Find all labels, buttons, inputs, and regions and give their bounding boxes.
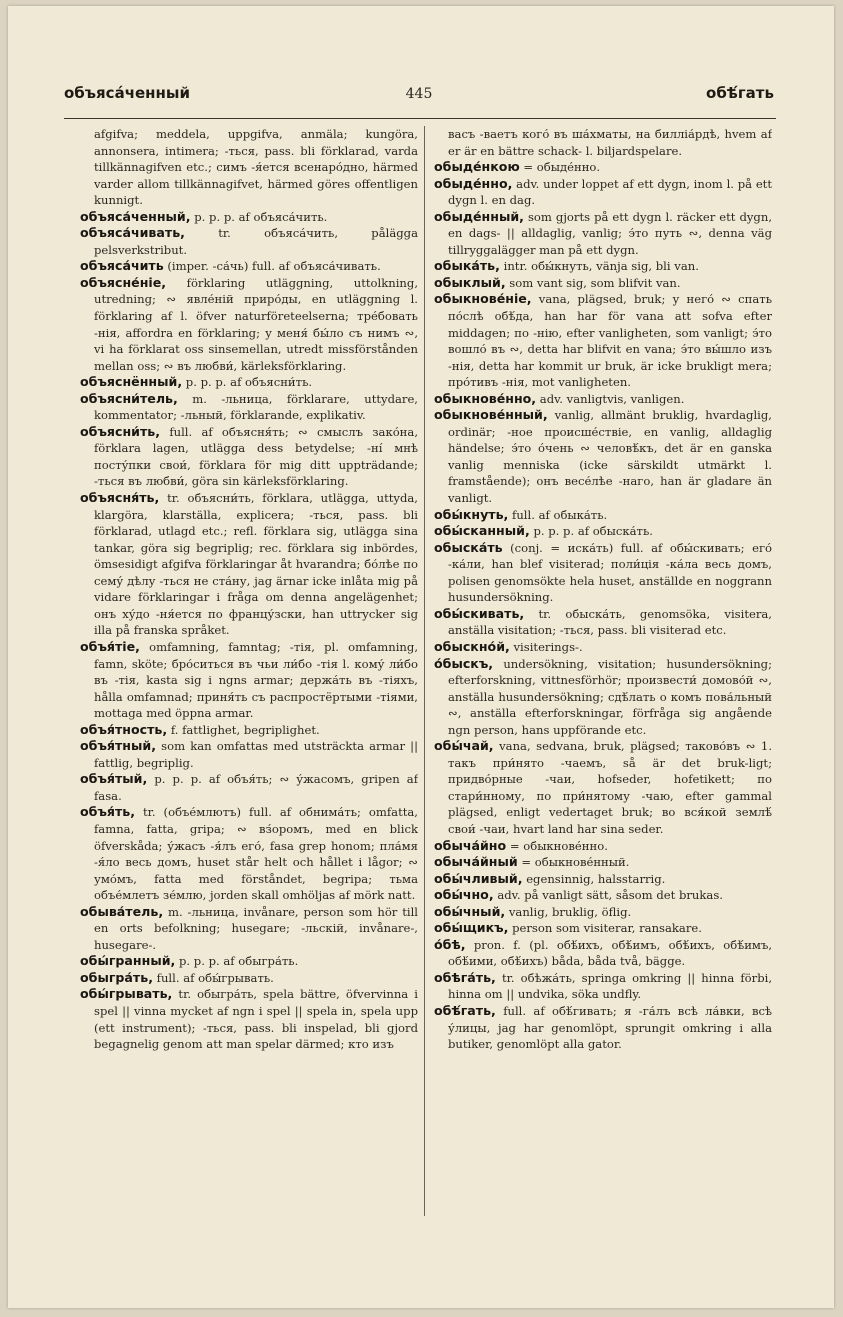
dictionary-entry — [80, 275, 418, 374]
entry-headword: объя́тіе, — [80, 638, 140, 654]
entry-definition: m. -льница, invånare, person som hör till en orts befolkning; husegare; -льскій, invånare-, husegare-. — [94, 904, 418, 952]
dictionary-entry — [434, 656, 772, 739]
entry-definition: (imper. -са́чь) full. af объяса́чивать. — [167, 259, 381, 274]
entry-definition: = обыде́нно. — [523, 160, 601, 175]
entry-definition: full. af обыка́ть. — [512, 507, 608, 522]
dictionary-entry — [80, 904, 418, 954]
dictionary-entry — [434, 126, 772, 159]
dictionary-entry — [434, 871, 772, 888]
dictionary-entry — [80, 986, 418, 1052]
entry-headword: объясня́ть, — [80, 490, 160, 506]
dictionary-entry — [434, 159, 772, 176]
dictionary-entry — [80, 804, 418, 903]
dictionary-page — [8, 6, 834, 1308]
entry-headword: объяса́чивать, — [80, 225, 185, 241]
right-column — [434, 126, 772, 1053]
dictionary-entry — [434, 606, 772, 639]
entry-definition: pron. f. (pl. обѣ́ихъ, обѣ́имъ, обѣ́ихъ, обѣ́имъ, обѣ́ими, обѣ́ихъ) båda, båda två, bägge. — [448, 937, 772, 969]
entry-definition: egensinnig, halsstarrig. — [526, 871, 666, 886]
entry-headword: о́бѣ, — [434, 936, 466, 952]
dictionary-entry — [434, 639, 772, 656]
dictionary-entry — [80, 258, 418, 275]
dictionary-entry — [434, 540, 772, 606]
entry-headword: обыка́ть, — [434, 258, 500, 274]
entry-definition: = обыкнове́нный. — [521, 855, 630, 870]
entry-definition: vanlig, bruklig, öflig. — [508, 904, 632, 919]
entry-definition: som vant sig, som blifvit van. — [509, 275, 681, 290]
entry-definition: omfamning, famntag; -тія, pl. omfamning, famn, sköte; бро́ситься въ чьи ли́бо -тія l. кому́ ли́бо въ -тія, kasta sig i ngns armar; держа́ть въ -тіяхъ, hålla omfamnad; приня́ть съ распростёртыми -тіями, mottaga med öppna armar. — [94, 639, 418, 721]
entry-definition: tr. объяса́чить, pålägga pelsverkstribut. — [94, 226, 418, 257]
entry-definition: (conj. = иска́ть) full. af обы́скивать; его́ -ка́ли, han blef visiterad; поли́ція -ка́ла весь домъ, polisen genomsökte hela huset, anställde en noggrann husundersökning. — [448, 540, 772, 605]
entry-definition: vana, sedvana, bruk, plägsed; таково́въ ∾ 1. такъ при́нято -чаемъ, så är det bruk-ligt; придво́рные -чаи, hofseder, hofetikett; по стари́нному, по при́нятому -чаю, efter gammal plägsed, enligt vedertaget bruk; во вся́кой землѣ́ свои́ -чаи, hvart land har sina seder. — [448, 739, 772, 836]
dictionary-entry — [80, 722, 418, 739]
entry-definition: vanlig, allmänt bruklig, hvardaglig, ordinär; -ное происше́ствіе, en vanlig, alldaglig händelse; э́то о́чень ∾ человѣ́къ, det är en ganska vanlig menniska (icke särskildt utmärkt l. framstående); онъ весе́лѣе -наго, han är gladare än vanligt. — [448, 408, 772, 506]
entry-headword: обы́чный, — [434, 903, 506, 919]
entry-definition: tr. обыска́ть, genomsöka, visitera, anställa visitation; -ться, pass. bli visiterad etc. — [448, 606, 772, 638]
entry-headword: обыкнове́нный, — [434, 407, 548, 423]
dictionary-entry — [434, 407, 772, 506]
dictionary-entry — [434, 887, 772, 904]
entry-definition: tr. обѣжа́ть, springa omkring || hinna förbi, hinna om || undvika, söka undfly. — [448, 970, 772, 1002]
dictionary-entry — [434, 507, 772, 524]
entry-definition: p. p. p. af объяса́чить. — [194, 209, 328, 224]
entry-headword: объя́ть, — [80, 804, 136, 820]
page-number: 445 — [405, 86, 433, 102]
left-column — [80, 126, 418, 1053]
entry-definition: full. af обѣ́гивать; я -га́лъ всѣ ла́вки, всѣ у́лицы, jag har genomlöpt, sprungit omkring i alla butiker, genomlöpt alla gator. — [448, 1003, 772, 1052]
entry-definition: som gjorts på ett dygn l. räcker ett dygn, en dags- || alldaglig, vanlig; э́то путь ∾, denna väg tillryggalägger man på ett dygn. — [448, 209, 772, 257]
entry-headword: обы́гранный, — [80, 953, 176, 969]
entry-headword: обыкнове́нно, — [434, 390, 537, 406]
entry-definition: tr. объясни́ть, förklara, utlägga, uttyda, klargöra, klarställa, explicera; -ться, pass. bli förklarad, utlagd etc.; refl. förklara sig, utlägga sina tankar, göra sig begriplig; rec. förklara sig inbördes, ömsesidigt afgifva förklaringar åt hvarandra; бо́лѣе по сему́ дѣлу -ться не ста́ну, jag ärnar icke inlåta mig på vidare förklaringar i fråga om denna angelägenhet; онъ ху́до -ня́ется по францу́зски, han uttrycker sig illa på franska språket. — [94, 491, 418, 638]
entry-definition: undersökning, visitation; husundersökning; efterforskning, vittnesförhör; произвести́ домово́й ∾, anställa husundersökning; сдѣ́лать о комъ пова́льный ∾, anställa efterforskningar, förfråga sig angående ngn person, hans uppförande etc. — [448, 656, 772, 737]
dictionary-entry — [80, 126, 418, 209]
entry-headword: объясне́ніе, — [80, 274, 167, 290]
left-running-head: объяса́ченный — [64, 84, 190, 102]
entry-definition: p. p. p. af объясни́ть. — [185, 375, 313, 390]
dictionary-entry — [434, 291, 772, 390]
entry-headword: объяса́ченный, — [80, 208, 191, 224]
entry-definition: p. p. p. af объя́ть; ∾ у́жасомъ, gripen af fasa. — [94, 772, 418, 803]
entry-definition: васъ -ваетъ кого́ въ ша́хматы, на билліа́рдѣ, hvem af er är en bättre schack- l. biljardspelare. — [448, 127, 772, 158]
page-header — [64, 84, 774, 110]
entry-definition: som kan omfattas med utsträckta armar || fattlig, begriplig. — [94, 739, 418, 770]
entry-definition: m. -льница, förklarare, uttydare, kommentator; -льный, förklarande, explikativ. — [94, 391, 418, 423]
entry-headword: объясни́ть, — [80, 423, 161, 439]
entry-headword: обы́чливый, — [434, 870, 523, 886]
entry-headword: обыгра́ть, — [80, 969, 153, 985]
dictionary-entry — [80, 374, 418, 391]
entry-headword: объяса́чить — [80, 258, 164, 274]
entry-definition: f. fattlighet, begriplighet. — [170, 722, 320, 737]
entry-headword: обы́чай, — [434, 738, 494, 754]
dictionary-entry — [434, 838, 772, 855]
entry-definition: visiterings-. — [513, 639, 583, 654]
entry-headword: обыска́ть — [434, 539, 503, 555]
entry-definition: person som visiterar, ransakare. — [512, 921, 702, 936]
dictionary-entry — [80, 209, 418, 226]
column-divider — [424, 126, 425, 1216]
entry-definition: p. p. p. af обыгра́ть. — [179, 954, 299, 969]
dictionary-entry — [434, 391, 772, 408]
entry-headword: объяснённый, — [80, 374, 183, 390]
entry-definition: full. af объясня́ть; ∾ смыслъ зако́на, förklara lagen, utlägga dess betydelse; -ні́ мнѣ посту́пки свои́, förklara för mig ditt uppträdande; -ться въ любви́, göra sin kärleksförklaring. — [94, 424, 418, 489]
entry-definition: adv. på vanligt sätt, såsom det brukas. — [497, 888, 723, 903]
dictionary-entry — [434, 258, 772, 275]
entry-headword: обы́сканный, — [434, 523, 530, 539]
entry-headword: обыча́йный — [434, 854, 518, 870]
entry-definition: adv. under loppet af ett dygn, inom l. på ett dygn l. en dag. — [448, 176, 772, 208]
entry-headword: обы́кнуть, — [434, 506, 509, 522]
dictionary-entry — [434, 904, 772, 921]
dictionary-entry — [80, 490, 418, 639]
entry-headword: объя́тный, — [80, 738, 156, 754]
entry-definition: tr. (объе́млютъ) full. af обнима́ть; omfatta, famna, fatta, gripa; ∾ вз́оромъ, med en blick öfverskåda; у́жасъ -я́лъ его́, fasa grep honom; пла́мя -я́ло весь домъ, huset står helt och hållet i lågor; ∾ умо́мъ, fatta med förståndet, begripa; тьма объе́млетъ зе́млю, jorden skall omhöljas af mörk natt. — [94, 805, 418, 903]
dictionary-entry — [80, 771, 418, 804]
right-running-head: обѣ́гать — [706, 84, 774, 102]
dictionary-entry — [80, 424, 418, 490]
dictionary-entry — [434, 738, 772, 837]
header-rule — [64, 118, 776, 119]
entry-definition: förklaring utläggning, uttolkning, utredning; ∾ явле́ній приро́ды, en utläggning l. förklaring af l. öfver naturföreteelserna; тре́бовать -нія, affordra en förklaring; у меня́ бы́ло съ нимъ ∾, vi ha förklarat oss sinsemellan, utredt missförstånden mellan oss; ∾ въ любви́, kärleksförklaring. — [94, 275, 418, 373]
entry-headword: обыклый, — [434, 274, 506, 290]
dictionary-entry — [434, 275, 772, 292]
entry-headword: обыде́нкою — [434, 159, 520, 175]
entry-definition: vana, plägsed, bruk; у него́ ∾ спать по́слѣ обѣ́да, han har för vana att sofva efter middagen; по -нію, efter vanligheten, som vanligt; э́то вошло́ въ ∾, detta har blifvit en vana; э́то вы́шло изъ -нія, detta har kommit ur bruk, är icke brukligt mera; про́тивъ -нія, mot vanligheten. — [448, 292, 772, 390]
entry-headword: обыде́нно, — [434, 175, 513, 191]
dictionary-entry — [80, 225, 418, 258]
entry-headword: обыва́тель, — [80, 903, 164, 919]
entry-definition: tr. обыгра́ть, spela bättre, öfvervinna i spel || vinna mycket af ngn i spel || spela in, spela upp (ett instrument); -ться, pass. bli inspelad, bli gjord begagnelig genom att man spelar därmed; кто изъ — [94, 987, 418, 1052]
dictionary-entry — [434, 937, 772, 970]
dictionary-entry — [80, 391, 418, 424]
entry-headword: обѣ́гать, — [434, 1002, 496, 1018]
dictionary-entry — [80, 953, 418, 970]
dictionary-entry — [80, 970, 418, 987]
entry-headword: обы́грывать, — [80, 986, 173, 1002]
entry-headword: обѣга́ть, — [434, 969, 496, 985]
dictionary-entry — [434, 176, 772, 209]
entry-headword: объя́тность, — [80, 721, 168, 737]
entry-headword: обыча́йно — [434, 837, 507, 853]
entry-headword: обыскно́й, — [434, 638, 510, 654]
dictionary-entry — [434, 970, 772, 1003]
dictionary-entry — [434, 920, 772, 937]
entry-definition: intr. обы́кнуть, vänja sig, bli van. — [503, 259, 699, 274]
entry-definition: adv. vanligtvis, vanligen. — [539, 391, 685, 406]
entry-headword: обы́чно, — [434, 887, 494, 903]
entry-definition: = обыкнове́нно. — [509, 838, 608, 853]
entry-headword: обы́скивать, — [434, 605, 525, 621]
dictionary-entry — [434, 854, 772, 871]
dictionary-entry — [434, 523, 772, 540]
entry-definition: full. af обы́грывать. — [156, 970, 274, 985]
entry-headword: объя́тый, — [80, 771, 148, 787]
entry-headword: обыде́нный, — [434, 208, 524, 224]
entry-definition: p. p. p. af обыска́ть. — [533, 524, 653, 539]
entry-definition: afgifva; meddela, uppgifva, anmäla; kungöra, annonsera, intimera; -ться, pass. bli förklarad, varda tillkännagifven etc.; симъ -я́ется всенаро́дно, härmed varder allom tillkännagifvet, härmed göres offentligen kunnigt. — [94, 127, 418, 208]
dictionary-entry — [434, 1003, 772, 1053]
entry-headword: о́быскъ, — [434, 655, 494, 671]
entry-headword: обыкнове́ніе, — [434, 291, 532, 307]
entry-headword: объясни́тель, — [80, 390, 178, 406]
dictionary-entry — [80, 639, 418, 722]
dictionary-entry — [434, 209, 772, 259]
entry-headword: обы́щикъ, — [434, 920, 509, 936]
dictionary-entry — [80, 738, 418, 771]
